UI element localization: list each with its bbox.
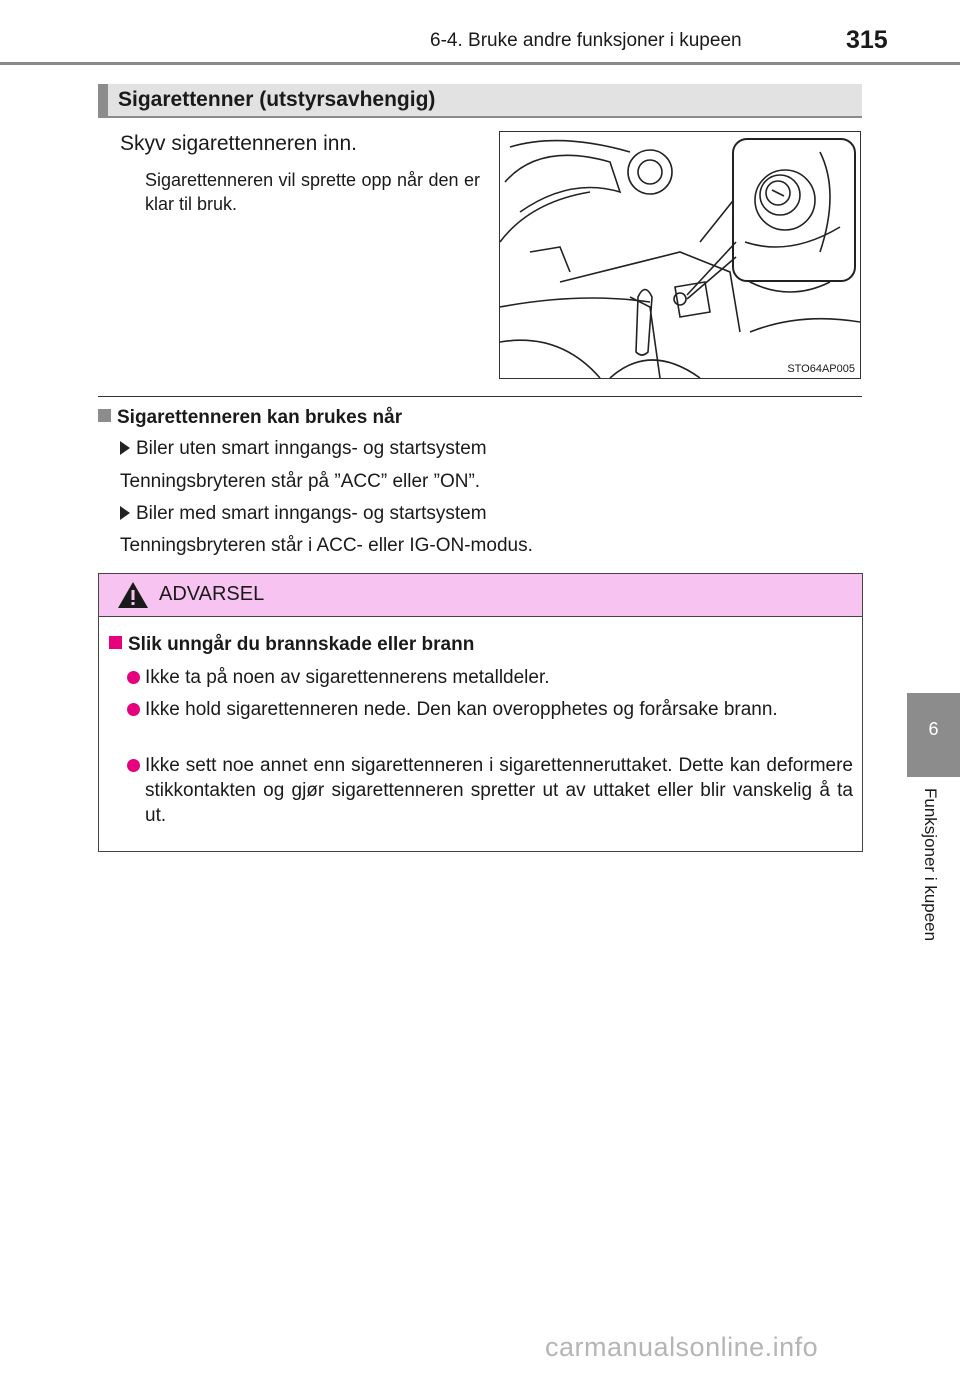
chapter-tab-label: Funksjoner i kupeen xyxy=(921,788,940,942)
page-number: 315 xyxy=(846,26,888,54)
warning-bullet-text: Ikke ta på noen av sigarettennerens metalldeler. xyxy=(145,667,550,688)
round-bullet-icon xyxy=(127,671,140,684)
warning-box xyxy=(98,573,863,852)
lighter-illustration xyxy=(499,131,861,379)
usage-heading-text: Sigarettenneren kan brukes når xyxy=(117,407,403,428)
round-bullet-icon xyxy=(127,703,140,716)
instruction-note: Sigarettenneren vil sprette opp når den er klar til bruk. xyxy=(145,170,480,214)
instruction-text: Skyv sigarettenneren inn. xyxy=(120,132,357,155)
chapter-tab-number: 6 xyxy=(928,719,939,739)
triangle-bullet-icon xyxy=(120,506,130,520)
triangle-bullet-icon xyxy=(120,441,130,455)
warning-bullet xyxy=(127,753,853,828)
condition-label-text: Biler uten smart inngangs- og startsystem xyxy=(136,438,487,459)
usage-heading xyxy=(98,407,402,429)
warning-header xyxy=(99,574,862,617)
section-title-bar xyxy=(98,84,862,118)
dashboard-drawing xyxy=(500,132,860,378)
warning-bullet-text: Ikke sett noe annet enn sigarettenneren i sigarettenneruttaket. Dette kan deformere stikkontakten og gjør sigarettenneren spretter ut av uttaket eller blir vanskelig å ta ut. xyxy=(145,755,853,826)
figure-code: STO64AP005 xyxy=(787,363,855,375)
warning-bullet xyxy=(127,665,853,690)
header-rule xyxy=(0,62,960,65)
square-bullet-icon xyxy=(109,636,122,649)
warning-subheading xyxy=(109,634,474,656)
condition-label-text: Biler med smart inngangs- og startsystem xyxy=(136,503,487,524)
condition-text-2: Tenningsbryteren står i ACC- eller IG-ON-modus. xyxy=(120,535,533,556)
warning-triangle-icon xyxy=(117,581,149,609)
condition-label-2 xyxy=(120,503,487,525)
warning-bullet xyxy=(127,697,853,722)
chapter-tab[interactable] xyxy=(907,693,960,777)
chapter-header: 6-4. Bruke andre funksjoner i kupeen xyxy=(430,30,742,51)
condition-text-1: Tenningsbryteren står på ”ACC” eller ”ON”. xyxy=(120,471,481,492)
round-bullet-icon xyxy=(127,759,140,772)
square-bullet-icon xyxy=(98,409,111,422)
section-divider xyxy=(98,396,862,397)
warning-title: ADVARSEL xyxy=(159,583,265,605)
watermark: carmanualsonline.info xyxy=(545,1332,819,1362)
warning-subheading-text: Slik unngår du brannskade eller brann xyxy=(128,634,475,655)
warning-bullet-text: Ikke hold sigarettenneren nede. Den kan overopphetes og forårsake brann. xyxy=(145,699,778,720)
section-title: Sigarettenner (utstyrsavhengig) xyxy=(118,88,436,111)
condition-label-1 xyxy=(120,438,487,460)
